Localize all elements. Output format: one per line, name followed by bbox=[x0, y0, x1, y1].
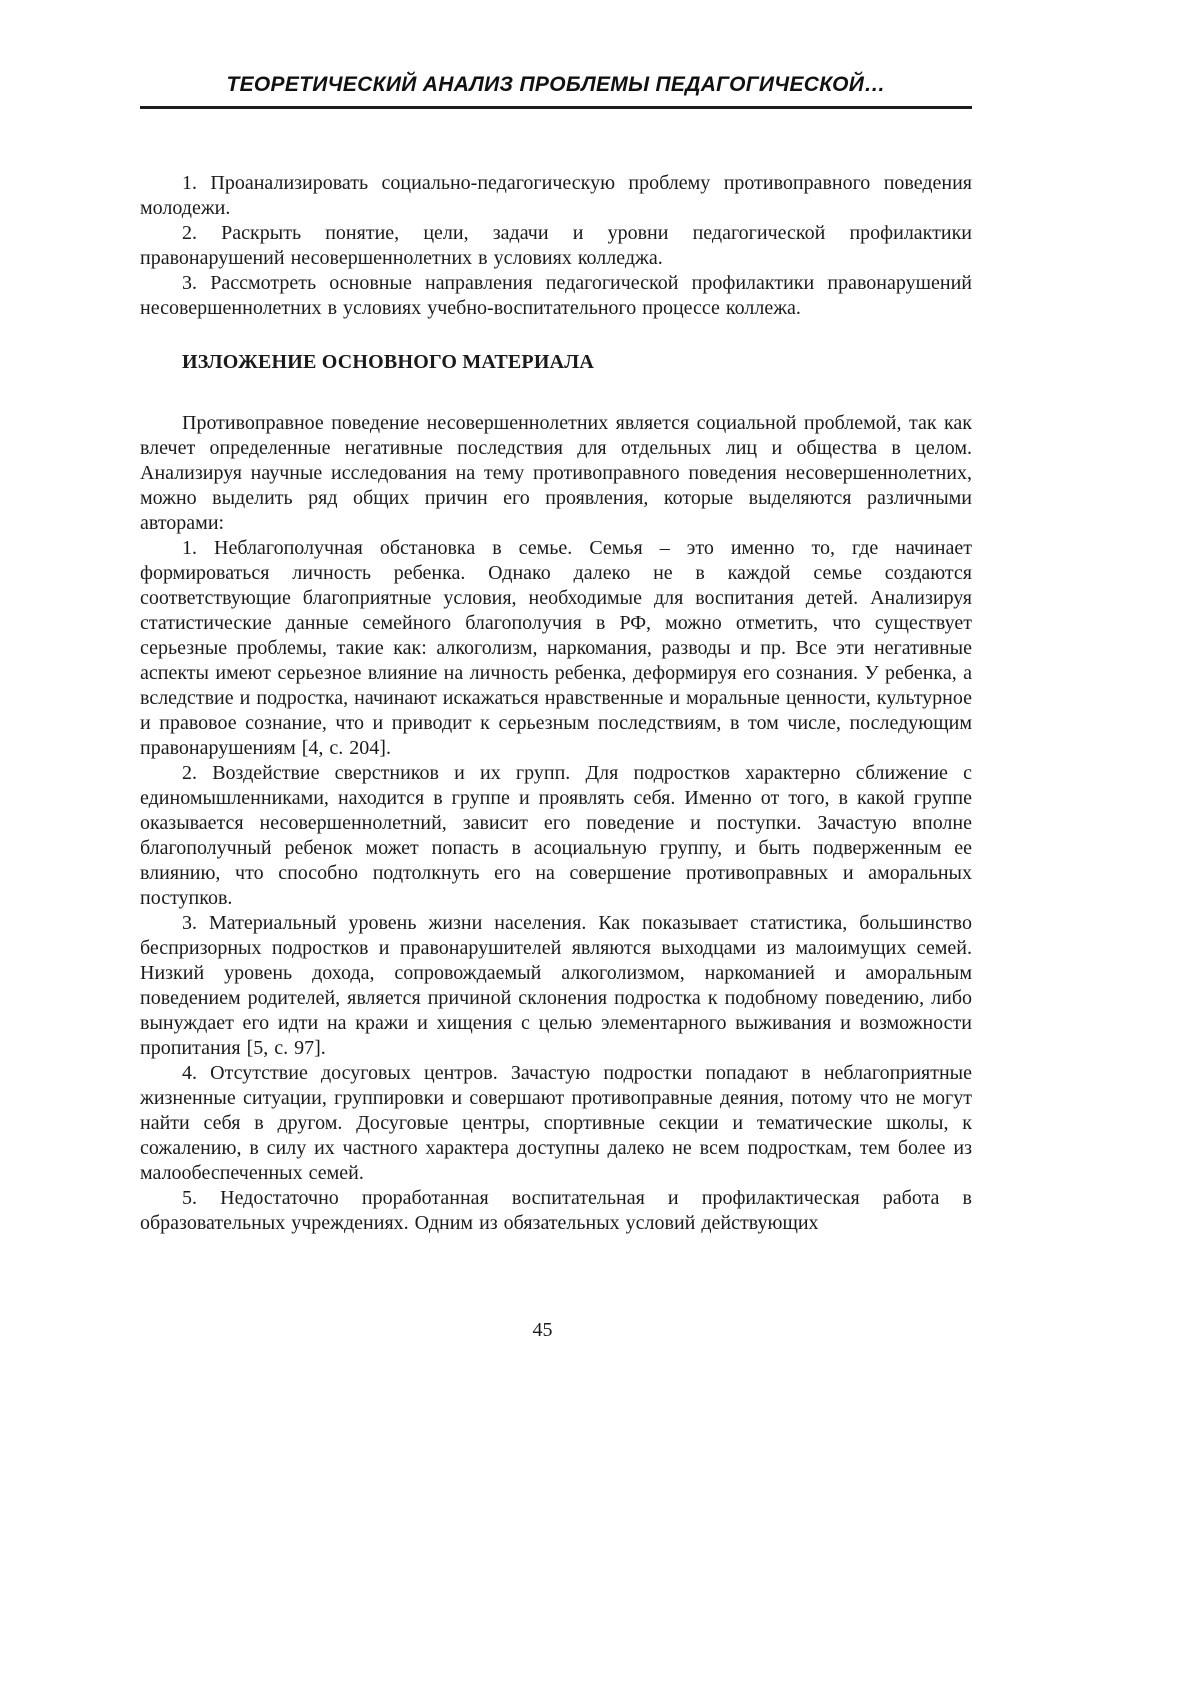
body-paragraph-cause-2: 2. Воздействие сверстников и их групп. Для подростков характерно сближение с единомышленниками, находится в группе и проявлять себя. Именно от того, в какой группе оказывается несовершеннолетний, зависит его поведение и поступки. Зачастую вполне благополучный ребенок может попасть в асоциальную группу, и быть подверженным ее влиянию, что способно подтолкнуть его на совершение противоправных и аморальных поступков. bbox=[140, 762, 972, 909]
running-head-title: ТЕОРЕТИЧЕСКИЙ АНАЛИЗ ПРОБЛЕМЫ ПЕДАГОГИЧЕСКОЙ… bbox=[226, 73, 886, 96]
header-rule bbox=[140, 106, 972, 109]
page-header bbox=[140, 72, 972, 109]
page-number: 45 bbox=[532, 1319, 553, 1341]
task-item-1: 1. Проанализировать социально-педагогическую проблему противоправного поведения молодежи. bbox=[140, 172, 972, 219]
page-body bbox=[140, 171, 972, 1236]
body-paragraph-intro: Противоправное поведение несовершеннолетних является социальной проблемой, так как влечет определенные негативные последствия для отдельных лиц и общества в целом. Анализируя научные исследования на тему противоправного поведения несовершеннолетних, можно выделить ряд общих причин его проявления, которые выделяются различными авторами: bbox=[140, 412, 972, 534]
task-item-3: 3. Рассмотреть основные направления педагогической профилактики правонарушений несовершеннолетних в условиях учебно-воспитательного процессе коллежа. bbox=[140, 272, 972, 319]
body-paragraph-cause-1: 1. Неблагополучная обстановка в семье. Семья – это именно то, где начинает формироваться личность ребенка. Однако далеко не в каждой семье создаются соответствующие благоприятные условия, необходимые для воспитания детей. Анализируя статистические данные семейного благополучия в РФ, можно отметить, что существует серьезные проблемы, такие как: алкоголизм, наркомания, разводы и пр. Все эти негативные аспекты имеют серьезное влияние на личность ребенка, деформируя его сознания. У ребенка, а вследствие и подростка, начинают искажаться нравственные и моральные ценности, культурное и правовое сознание, что и приводит к серьезным последствиям, в том числе, последующим правонарушениям [4, с. 204]. bbox=[140, 537, 972, 759]
page-content bbox=[140, 72, 972, 1236]
task-item-2: 2. Раскрыть понятие, цели, задачи и уровни педагогической профилактики правонарушений несовершеннолетних в условиях колледжа. bbox=[140, 222, 972, 269]
body-paragraph-cause-5: 5. Недостаточно проработанная воспитательная и профилактическая работа в образовательных учреждениях. Одним из обязательных условий действующих bbox=[140, 1187, 972, 1234]
section-heading: ИЗЛОЖЕНИЕ ОСНОВНОГО МАТЕРИАЛА bbox=[182, 351, 594, 373]
body-paragraph-cause-3: 3. Материальный уровень жизни населения. Как показывает статистика, большинство беспризорных подростков и правонарушителей являются выходцами из малоимущих семей. Низкий уровень дохода, сопровождаемый алкоголизмом, наркоманией и аморальным поведением родителей, является причиной склонения подростка к подобному поведению, либо вынуждает его идти на кражи и хищения с целью элементарного выживания и возможности пропитания [5, с. 97]. bbox=[140, 912, 972, 1059]
body-paragraph-cause-4: 4. Отсутствие досуговых центров. Зачастую подростки попадают в неблагоприятные жизненные ситуации, группировки и совершают противоправные деяния, потому что не могут найти себя в другом. Досуговые центры, спортивные секции и тематические школы, к сожалению, в силу их частного характера доступны далеко не всем подросткам, тем более из малообеспеченных семей. bbox=[140, 1062, 972, 1184]
